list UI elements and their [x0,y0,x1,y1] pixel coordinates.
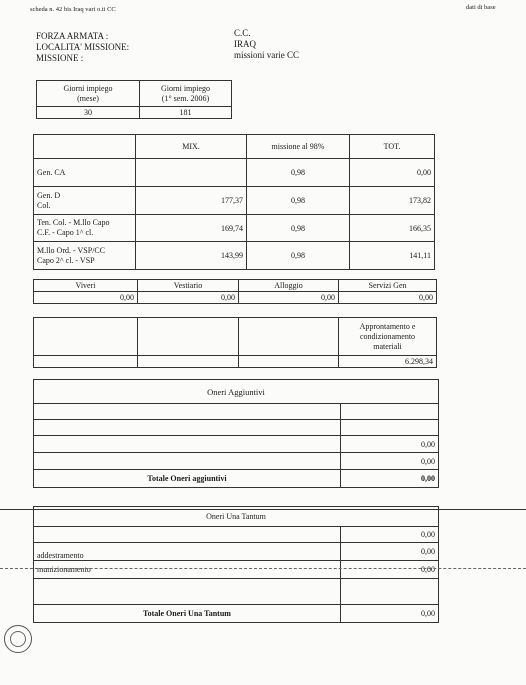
grade-name-line1: Gen. D [37,190,61,200]
approntamento-value: 6.298,34 [339,356,437,368]
appr-cell [34,356,138,368]
vitto-table [33,279,437,304]
grade-name-line1: Ten. Col. - M.llo Capo [37,218,110,227]
grade-perc: 0,98 [247,187,350,215]
grade-name-line1: M.llo Ord. - VSP/CC [37,245,106,255]
oa-value: 0,00 [341,436,439,453]
giorni-sem-header [140,81,232,107]
oa-cell [34,436,341,453]
vitto-header-servizi: Servizi Gen [339,280,437,292]
grade-name-line2: Capo 2^ cl. - VSP [37,255,95,265]
label-localita: LOCALITA' MISSIONE: [36,42,130,52]
oneri-una-tantum-total: 0,00 [341,605,439,623]
giorni-sem-h2: (1° sem. 2006) [161,93,210,103]
vitto-header-vestiario: Vestiario [138,280,239,292]
appr-label-2: condizionamento [359,331,416,341]
oneri-aggiuntivi-table [33,379,439,488]
out-addestramento-label: addestramento [34,543,341,561]
oa-value: 0,00 [341,453,439,470]
oa-cell [341,404,439,420]
oa-cell [34,420,341,436]
out-cell [34,527,341,543]
sheet-reference: scheda n. 42 bis Iraq vari o.ti CC [30,6,116,13]
label-missione: MISSIONE : [36,53,84,63]
oa-cell [341,420,439,436]
grade-name-line2: C.F. - Capo 1^ cl. [37,228,94,237]
vitto-value-viveri: 0,00 [34,292,138,304]
oa-cell [34,404,341,420]
seal-stamp-icon [4,625,32,653]
appr-label-1: Approntamento e [359,321,416,331]
scan-artifact-line [0,568,526,569]
giorni-mese-h1: Giorni impiego [63,83,113,93]
giorni-table [36,80,232,119]
oa-cell [34,453,341,470]
grade-mix [136,159,247,187]
giorni-mese-h2: (mese) [77,93,99,103]
grade-mix: 143,99 [136,242,247,270]
grade-perc: 0,98 [247,242,350,270]
oneri-una-tantum-table [33,506,439,623]
grade-tot: 141,11 [350,242,435,270]
sheet-tag: dati di base [466,4,496,11]
grades-table [33,134,435,270]
appr-cell [138,356,239,368]
oneri-una-tantum-title: Oneri Una Tantum [34,507,439,527]
label-forza-armata: FORZA ARMATA : [36,31,109,41]
grade-name-line1: Gen. CA [37,168,66,177]
approntamento-label [339,318,437,356]
grade-name [34,187,136,215]
grade-mix: 169,74 [136,215,247,242]
giorni-mese-header [37,81,140,107]
table-row [34,159,435,187]
grade-name [34,215,136,242]
approntamento-table [33,317,437,368]
out-cell [341,579,439,605]
grades-header-perc: missione al 98% [247,135,350,159]
giorni-sem-h1: Giorni impiego [160,83,211,93]
out-munizionamento-value: 0,00 [341,561,439,579]
value-forza-armata: C.C. [234,28,251,38]
appr-label-3: materiali [373,341,402,351]
giorni-sem-value: 181 [140,107,232,119]
table-row [34,187,435,215]
appr-cell [239,318,339,356]
grade-tot: 0,00 [350,159,435,187]
vitto-value-servizi: 0,00 [339,292,437,304]
grade-name-line2: Col. [37,200,51,210]
grade-perc: 0,98 [247,215,350,242]
grades-header-mix: MIX. [136,135,247,159]
appr-cell [34,318,138,356]
giorni-mese-value: 30 [37,107,140,119]
grade-name [34,159,136,187]
grade-name [34,242,136,270]
value-missione: missioni varie CC [234,50,299,60]
vitto-value-alloggio: 0,00 [239,292,339,304]
appr-cell [239,356,339,368]
vitto-header-alloggio: Alloggio [239,280,339,292]
info-labels [36,31,129,64]
oneri-aggiuntivi-total-label: Totale Oneri aggiuntivi [34,470,341,488]
table-row [34,215,435,242]
grade-tot: 173,82 [350,187,435,215]
oneri-aggiuntivi-total: 0,00 [341,470,439,488]
oneri-aggiuntivi-title: Oneri Aggiuntivi [34,380,439,404]
oneri-una-tantum-total-label: Totale Oneri Una Tantum [34,605,341,623]
info-values [234,28,299,61]
grade-mix: 177,37 [136,187,247,215]
out-value: 0,00 [341,527,439,543]
out-addestramento-value: 0,00 [341,543,439,561]
grades-header-tot: TOT. [350,135,435,159]
vitto-header-viveri: Viveri [34,280,138,292]
grades-header-blank [34,135,136,159]
appr-cell [138,318,239,356]
table-row [34,242,435,270]
vitto-value-vestiario: 0,00 [138,292,239,304]
value-localita: IRAQ [234,39,256,49]
out-munizionamento-label: munizionamento [34,561,341,579]
grade-tot: 166,35 [350,215,435,242]
grade-perc: 0,98 [247,159,350,187]
out-cell [34,579,341,605]
